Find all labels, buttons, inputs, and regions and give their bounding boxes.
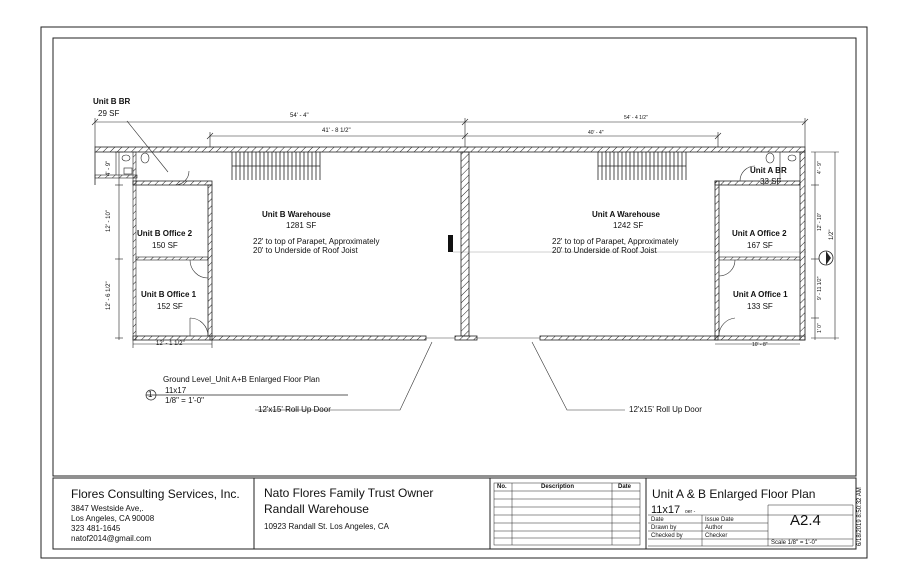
stairs-b bbox=[232, 152, 320, 180]
dim-top-a-overall: 54' - 4 1/2" bbox=[624, 115, 648, 121]
dim-right-2: 12' - 10" bbox=[817, 212, 823, 231]
project-address: 10923 Randall St. Los Angeles, CA bbox=[264, 522, 389, 531]
bottom-wall-a bbox=[540, 336, 718, 340]
unit-a-office-top-wall bbox=[715, 181, 800, 185]
stairs-a bbox=[598, 152, 686, 180]
wall-column bbox=[448, 235, 453, 252]
unit-b-warehouse-note1: 22' to top of Parapet, Approximately bbox=[253, 237, 380, 246]
date-value: Issue Date bbox=[705, 517, 734, 523]
dim-bottom-a: 10' - 8" bbox=[752, 342, 768, 348]
unit-a-office1-name: Unit A Office 1 bbox=[733, 290, 788, 299]
revision-table bbox=[494, 483, 640, 545]
dim-bottom-b: 12' - 1 1/2" bbox=[156, 341, 185, 347]
unit-b-left-wall bbox=[133, 152, 136, 340]
revision-col-date: Date bbox=[618, 484, 632, 490]
unit-a-warehouse-name: Unit A Warehouse bbox=[592, 210, 661, 219]
company-phone: 323 481-1645 bbox=[71, 524, 121, 533]
unit-b-office2-name: Unit B Office 2 bbox=[137, 229, 193, 238]
unit-a-office1-area: 133 SF bbox=[747, 302, 773, 311]
checked-by-label: Checked by bbox=[651, 533, 683, 539]
dim-top-b-overall: 54' - 4" bbox=[290, 113, 309, 119]
dim-left-2: 12' - 10" bbox=[106, 210, 112, 232]
sheet-scale: Scale 1/8" = 1'-0" bbox=[771, 540, 817, 546]
revision-col-no: No. bbox=[497, 484, 507, 490]
unit-a-br-name: Unit A BR bbox=[750, 166, 787, 175]
unit-b-office-right-wall bbox=[208, 185, 212, 336]
door-swing-a-office1 bbox=[719, 318, 735, 334]
toilet-a bbox=[766, 153, 774, 163]
unit-a-br-area: 33 SF bbox=[760, 177, 782, 186]
sheet-number: A2.4 bbox=[790, 512, 821, 529]
revision-col-description: Description bbox=[541, 484, 575, 490]
bottom-wall-mid bbox=[455, 336, 477, 340]
view-sheet-size: 11x17 bbox=[165, 386, 187, 395]
door-swing-b-office2 bbox=[190, 260, 208, 278]
unit-b-office-divider bbox=[136, 257, 208, 260]
print-timestamp: 6/18/2019 8:50:32 AM bbox=[857, 487, 863, 546]
view-title: Ground Level_Unit A+B Enlarged Floor Plan bbox=[163, 375, 320, 384]
door-swing-a-office2 bbox=[719, 260, 735, 276]
dim-left-1: 4' - 9" bbox=[106, 160, 112, 176]
demising-wall bbox=[461, 152, 469, 336]
unit-b-br-name: Unit B BR bbox=[93, 97, 131, 106]
roll-up-door-label-left: 12'x15' Roll Up Door bbox=[258, 405, 331, 414]
sheet-size: 11x17 bbox=[651, 504, 681, 516]
dim-right-overall: 1/2" bbox=[829, 229, 835, 240]
unit-b-office-top-wall bbox=[133, 181, 212, 185]
unit-a-warehouse-area: 1242 SF bbox=[613, 221, 644, 230]
sheet-title: Unit A & B Enlarged Floor Plan bbox=[652, 487, 816, 501]
drawn-by-label: Drawn by bbox=[651, 525, 677, 531]
unit-a-right-wall bbox=[800, 152, 805, 340]
roll-up-door-label-right: 12'x15' Roll Up Door bbox=[629, 405, 702, 414]
sink-b bbox=[122, 155, 130, 161]
dim-right-3: 9' - 11 1/2" bbox=[817, 276, 823, 300]
sink-a bbox=[788, 155, 796, 161]
unit-b-office1-area: 152 SF bbox=[157, 302, 183, 311]
dim-right-1: 4' - 9" bbox=[817, 161, 823, 174]
dim-left-3: 12' - 6 1/2" bbox=[106, 281, 112, 310]
project-owner: Nato Flores Family Trust Owner bbox=[264, 486, 434, 500]
door-swing-b-office1 bbox=[190, 318, 208, 336]
unit-b-br-wall bbox=[95, 175, 137, 178]
top-dimensions bbox=[92, 118, 808, 147]
unit-b-warehouse-name: Unit B Warehouse bbox=[262, 210, 331, 219]
dim-top-a-inner: 40' - 4" bbox=[588, 130, 604, 136]
sheet-size-suffix: oer - bbox=[685, 509, 696, 515]
unit-b-office-bottom-wall bbox=[133, 336, 212, 340]
drawn-by-value: Author bbox=[705, 525, 723, 531]
unit-a-office-bottom-wall bbox=[715, 336, 805, 340]
unit-b-office1-name: Unit B Office 1 bbox=[141, 290, 197, 299]
company-address1: 3847 Westside Ave,. bbox=[71, 504, 144, 513]
company-address2: Los Angeles, CA 90008 bbox=[71, 514, 155, 523]
dim-top-b-inner: 41' - 8 1/2" bbox=[322, 128, 351, 134]
unit-a-office-left-wall bbox=[715, 181, 719, 336]
unit-b-office2-area: 150 SF bbox=[152, 241, 178, 250]
company-email: natof2014@gmail.com bbox=[71, 534, 152, 543]
unit-a-warehouse-note2: 20' to Underside of Roof Joist bbox=[552, 246, 657, 255]
bottom-wall-b bbox=[210, 336, 426, 340]
view-scale: 1/8" = 1'-0" bbox=[165, 396, 205, 405]
leader-door-right bbox=[532, 342, 625, 410]
view-number: 1 bbox=[148, 390, 153, 399]
date-label: Date bbox=[651, 517, 664, 523]
toilet-b bbox=[141, 153, 149, 163]
company-name: Flores Consulting Services, Inc. bbox=[71, 487, 240, 501]
unit-a-office-divider bbox=[719, 257, 800, 260]
unit-b-br-area: 29 SF bbox=[98, 109, 120, 118]
unit-a-office2-name: Unit A Office 2 bbox=[732, 229, 787, 238]
unit-b-warehouse-note2: 20' to Underside of Roof Joist bbox=[253, 246, 358, 255]
dim-right-4: 1' 0" bbox=[817, 323, 823, 333]
checked-by-value: Checker bbox=[705, 533, 728, 539]
project-name: Randall Warehouse bbox=[264, 502, 369, 516]
top-exterior-wall bbox=[95, 147, 805, 152]
unit-a-office2-area: 167 SF bbox=[747, 241, 773, 250]
unit-a-warehouse-note1: 22' to top of Parapet, Approximately bbox=[552, 237, 679, 246]
unit-b-warehouse-area: 1281 SF bbox=[286, 221, 317, 230]
